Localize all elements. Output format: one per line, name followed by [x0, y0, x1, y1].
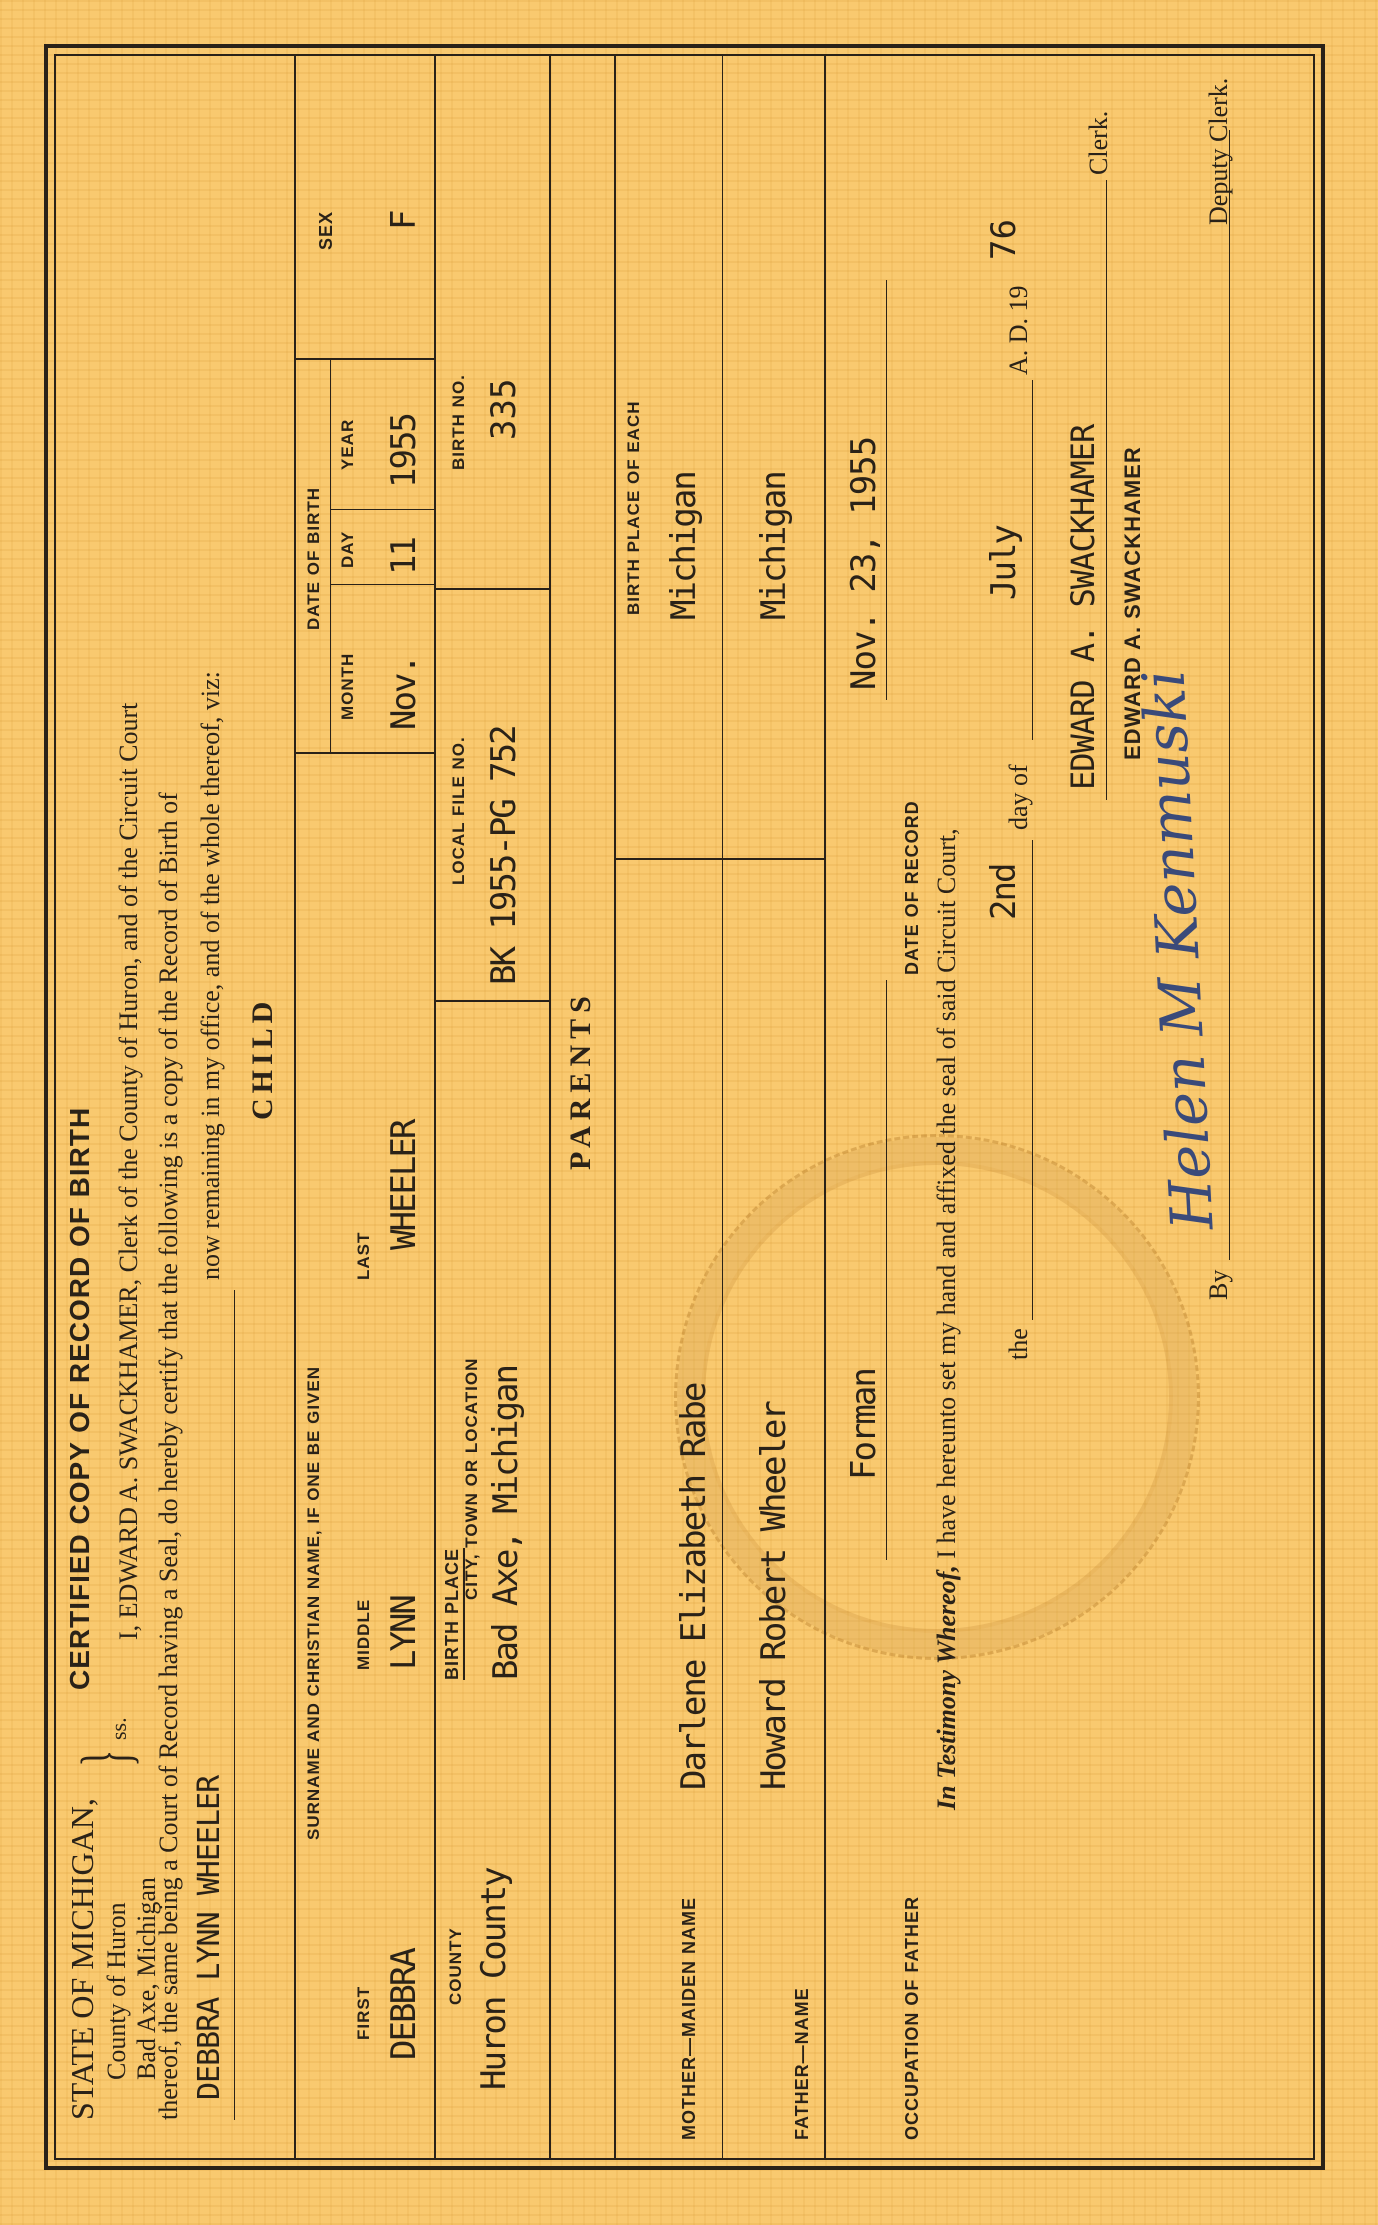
day-year-divider — [330, 509, 434, 510]
clerk-underline — [1106, 180, 1107, 800]
record-name: DEBBRA LYNN WHEELER — [192, 1775, 227, 2100]
clerk-label: Clerk. — [1084, 110, 1113, 175]
occupation-underline — [886, 980, 887, 1560]
day-of-label: day of — [1004, 764, 1033, 830]
sex-label: SEX — [316, 210, 336, 250]
local-file-number: BK 1955-PG 752 — [484, 726, 524, 985]
mother-birthplace: Michigan — [664, 472, 704, 620]
birthplace-each-label: BIRTH PLACE OF EACH — [624, 400, 643, 615]
date-of-record: Nov. 23, 1955 — [844, 436, 884, 690]
day-label: DAY — [338, 530, 357, 568]
record-name-underline — [234, 1290, 235, 2120]
first-label: FIRST — [354, 1985, 373, 2040]
child-first-name: DEBBRA — [384, 1949, 424, 2060]
deputy-signature: Helen M Kenmuski — [1129, 667, 1227, 1232]
child-sex: F — [384, 209, 424, 230]
birth-number: 335 — [484, 378, 524, 440]
dob-divider — [294, 752, 434, 754]
testimony-text: I have hereunto set my hand and affixed the seal of said Circuit Court, — [932, 828, 961, 1559]
birthplace-divider — [614, 858, 824, 860]
father-occupation-rule — [824, 54, 826, 2160]
deputy-underline — [1229, 130, 1230, 1260]
child-middle-rule — [434, 54, 436, 2160]
county-label: COUNTY — [446, 1927, 465, 2005]
dob-heading-rule — [330, 359, 331, 754]
parents-section-title: PARENTS — [564, 990, 597, 1170]
child-last-name: WHEELER — [384, 1120, 424, 1250]
deputy-clerk-label: Deputy Clerk. — [1204, 77, 1233, 225]
date-of-record-underline — [886, 280, 887, 700]
child-middle-name: LYNN — [384, 1596, 424, 1670]
child-birth-city: Bad Axe, Michigan — [486, 1366, 526, 1680]
county-label: County of Huron — [102, 1902, 131, 2080]
occupation-label: OCCUPATION OF FATHER — [902, 1896, 922, 2140]
mother-father-rule — [722, 54, 723, 2160]
father-label: FATHER—NAME — [792, 1987, 812, 2140]
date-of-record-label: DATE OF RECORD — [902, 800, 922, 975]
birth-year: 1955 — [384, 414, 424, 488]
month-day-divider — [330, 584, 434, 585]
birth-day: 11 — [384, 538, 424, 575]
clerk-printed-name: EDWARD A. SWACKHAMER — [1120, 446, 1145, 760]
certification-line-2: thereof, the same being a Court of Record having a Seal, do hereby certify that the following is a copy of the Record of Birth of — [154, 792, 183, 2120]
ad-label: A. D. 19 — [1004, 285, 1033, 375]
father-birthplace: Michigan — [754, 472, 794, 620]
year-label: YEAR — [338, 418, 357, 470]
month-label: MONTH — [338, 652, 357, 720]
certificate-document — [54, 54, 1315, 2160]
child-top-rule — [294, 54, 296, 2160]
testimony-year: 76 — [984, 219, 1024, 260]
testimony-month: July — [984, 526, 1024, 600]
day-underline — [1032, 840, 1033, 1320]
brace-icon: } — [68, 1749, 145, 1767]
name-heading: SURNAME AND CHRISTIAN NAME, IF ONE BE GIVEN — [304, 1365, 323, 1840]
birth-no-divider — [434, 588, 549, 590]
testimony-italic: In Testimony Whereof, — [932, 1565, 961, 1810]
father-name: Howard Robert Wheeler — [754, 1402, 794, 1790]
child-section-title: CHILD — [246, 996, 279, 1120]
local-file-label: LOCAL FILE NO. — [449, 736, 468, 885]
testimony-line — [932, 828, 962, 1810]
city-location-label: CITY, TOWN OR LOCATION — [462, 1357, 481, 1600]
last-label: LAST — [354, 1231, 373, 1280]
sex-divider — [294, 358, 434, 360]
the-label: the — [1004, 1328, 1033, 1360]
parents-top-rule — [614, 54, 616, 2160]
middle-label: MIDDLE — [354, 1598, 373, 1670]
clerk-typed-name: EDWARD A. SWACKHAMER — [1064, 424, 1102, 790]
birth-no-label: BIRTH NO. — [449, 374, 468, 470]
month-underline — [1032, 380, 1033, 740]
birth-month: Nov. — [384, 656, 424, 730]
certification-line-1: I, EDWARD A. SWACKHAMER, Clerk of the County of Huron, and of the Circuit Court — [114, 702, 143, 1640]
local-file-divider — [434, 1000, 549, 1002]
state-label: STATE OF MICHIGAN, — [64, 1798, 100, 2120]
document-title: CERTIFIED COPY OF RECORD OF BIRTH — [64, 1106, 95, 1690]
by-label: By — [1204, 1269, 1233, 1300]
ss-label: ss. — [106, 1717, 131, 1740]
child-county: Huron County — [474, 1868, 514, 2090]
child-bottom-rule — [549, 54, 551, 2160]
mother-label: MOTHER—MAIDEN NAME — [679, 1897, 699, 2140]
certification-line-3: now remaining in my office, and of the whole thereof, viz: — [196, 671, 225, 1280]
dob-heading: DATE OF BIRTH — [304, 486, 323, 630]
testimony-day: 2nd — [984, 864, 1024, 920]
city-label: Bad Axe, Michigan — [132, 1877, 161, 2080]
mother-name: Darlene Elizabeth Rabe — [674, 1383, 714, 1790]
birthplace-heading: BIRTH PLACE — [442, 1548, 465, 1680]
father-occupation: Forman — [844, 1369, 884, 1480]
